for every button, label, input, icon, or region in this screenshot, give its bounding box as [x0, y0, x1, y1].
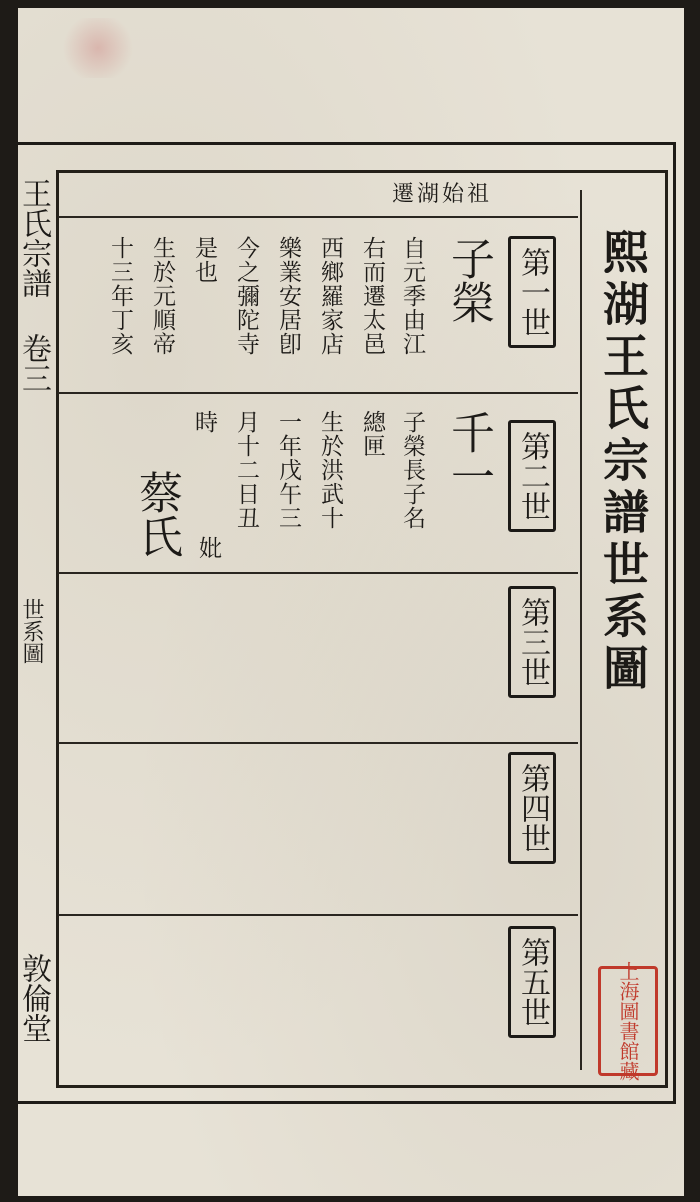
generation-label-text: 第二世	[515, 431, 550, 521]
spouse-label: 妣	[195, 536, 221, 560]
generation-label-1	[508, 236, 556, 348]
page-title: 熙湖王氏宗譜世系圖	[596, 228, 650, 696]
bio-line: 西鄉羅家店	[317, 236, 343, 356]
title-column-divider	[580, 190, 582, 1070]
bio-line: 右而遷太邑	[359, 236, 385, 356]
generation-divider-3	[58, 742, 578, 744]
library-seal-stamp	[598, 961, 658, 1081]
bio-line: 月十二日丑	[233, 410, 259, 530]
person-name-zirong: 子榮	[443, 236, 494, 324]
spine-title: 王氏宗譜 卷三	[16, 178, 51, 393]
bio-line: 總匣	[359, 410, 385, 458]
generation-label-5	[508, 926, 556, 1038]
generation-divider-1	[58, 392, 578, 394]
person-name-qianyi: 千一	[443, 410, 494, 498]
generation-label-text: 第三世	[515, 597, 550, 687]
spine-section: 世系圖	[19, 598, 44, 664]
spine-hall-name: 敦倫堂	[16, 953, 51, 1043]
spouse-name-cai: 蔡氏	[131, 470, 182, 558]
seal-text: 上海圖書館藏	[616, 961, 640, 1081]
bio-line: 生於洪武十	[317, 410, 343, 530]
generation-label-text: 第四世	[515, 763, 550, 853]
bio-line: 是也	[191, 236, 217, 284]
bleed-through-text	[80, 600, 102, 622]
generation-label-text: 第五世	[515, 937, 550, 1027]
bio-line: 樂業安居卽	[275, 236, 301, 356]
generation-label-3	[508, 586, 556, 698]
generation-label-2	[508, 420, 556, 532]
bio-line: 自元季由江	[399, 236, 425, 356]
generation-label-text: 第一世	[515, 247, 550, 337]
header-note: 遷湖始祖	[392, 182, 493, 207]
bio-line: 十三年丁亥	[107, 236, 133, 356]
generation-divider-2	[58, 572, 578, 574]
bio-line: 生於元順帝	[149, 236, 175, 356]
header-divider	[58, 216, 578, 218]
bio-line: 子榮長子名	[399, 410, 425, 530]
generation-divider-4	[58, 914, 578, 916]
bio-line: 今之彌陀寺	[233, 236, 259, 356]
bio-line: 一年戊午三	[275, 410, 301, 530]
generation-label-4	[508, 752, 556, 864]
paper-stain	[58, 18, 138, 78]
bio-line: 時	[191, 410, 217, 434]
